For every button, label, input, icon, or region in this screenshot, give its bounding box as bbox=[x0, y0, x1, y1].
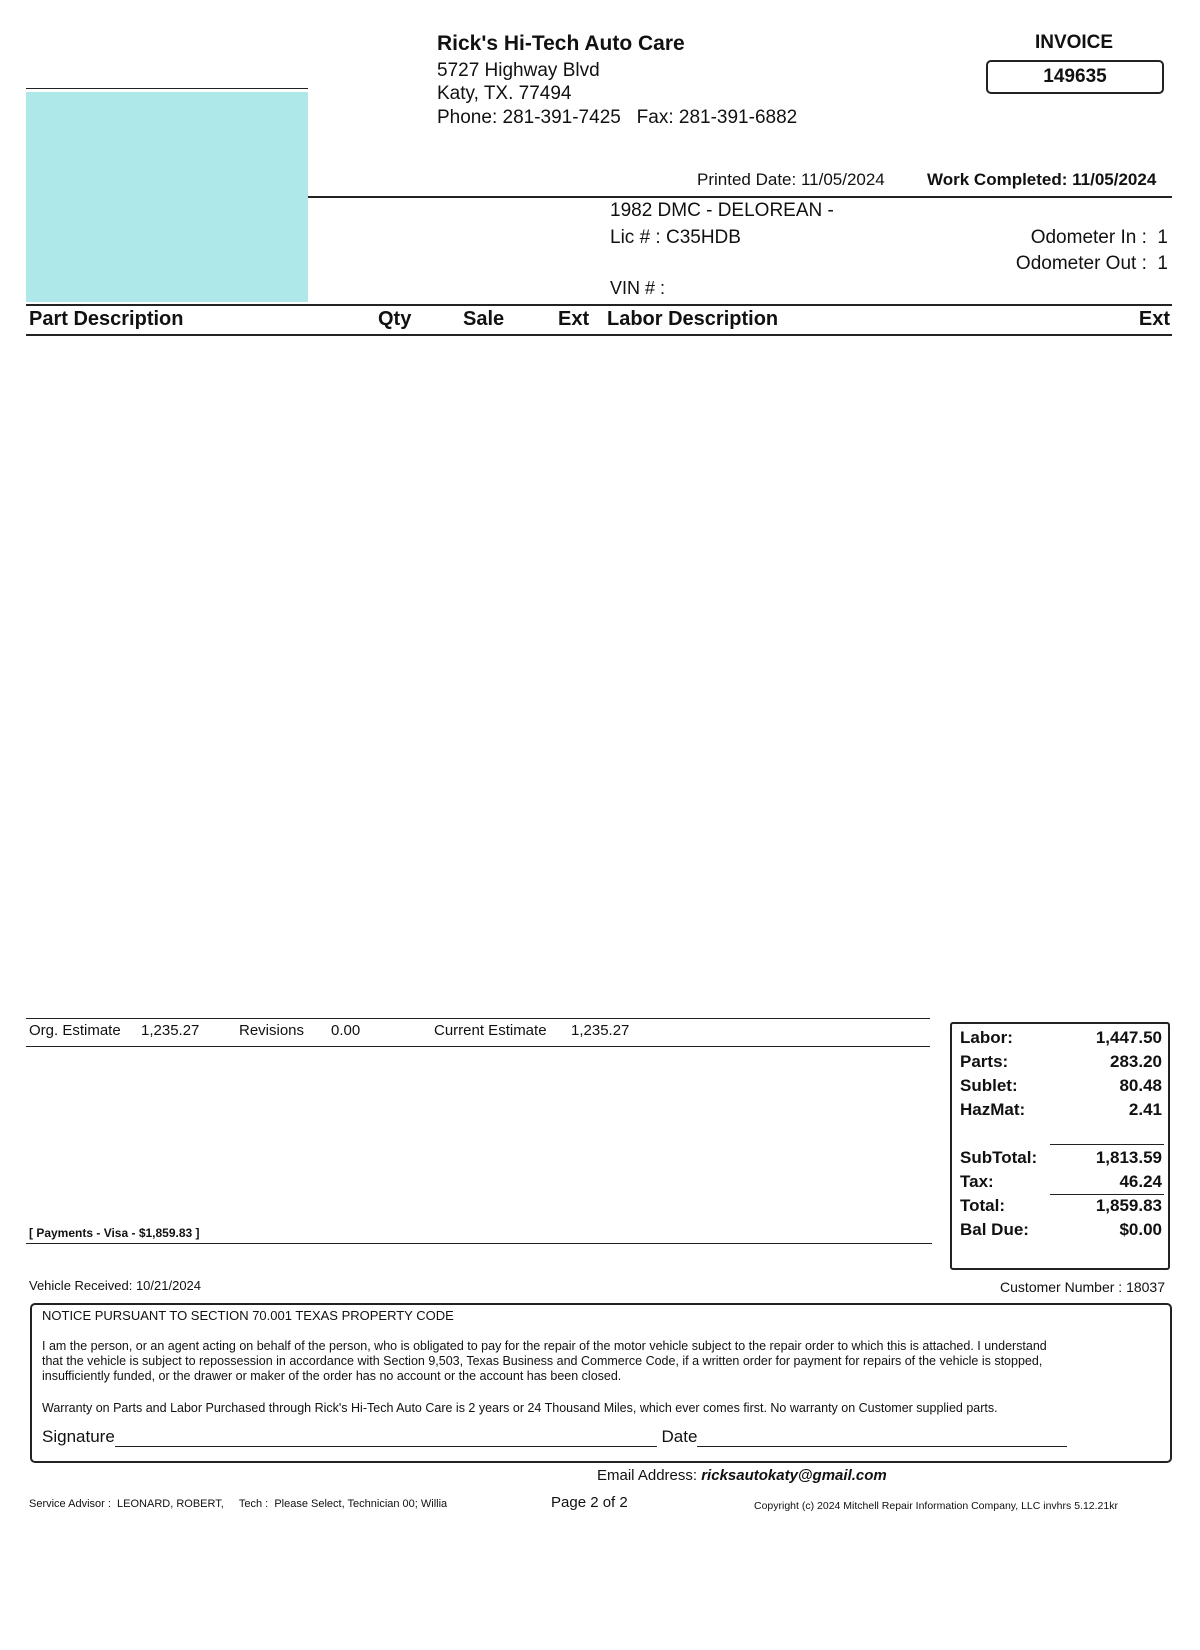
sublet-total-label: Sublet: bbox=[960, 1076, 1018, 1095]
tax-label: Tax: bbox=[960, 1172, 994, 1191]
parts-total-value: 283.20 bbox=[1110, 1052, 1162, 1071]
col-labor-description: Labor Description bbox=[607, 308, 779, 330]
subtotal-label: SubTotal: bbox=[960, 1148, 1038, 1167]
divider bbox=[1050, 1144, 1164, 1145]
revisions-value: 0.00 bbox=[331, 1022, 361, 1039]
legal-notice-box bbox=[30, 1303, 1172, 1463]
signature-label: Signature bbox=[42, 1427, 115, 1446]
current-estimate-label: Current Estimate bbox=[434, 1022, 547, 1039]
work-completed-date: Work Completed: 11/05/2024 bbox=[927, 170, 1157, 189]
org-estimate-label: Org. Estimate bbox=[29, 1022, 121, 1039]
sublet-total-value: 80.48 bbox=[1119, 1076, 1162, 1095]
divider bbox=[308, 196, 1172, 198]
vehicle-description: 1982 DMC - DELOREAN - bbox=[610, 200, 834, 221]
balance-due-label: Bal Due: bbox=[960, 1220, 1029, 1239]
divider bbox=[26, 1018, 930, 1019]
divider bbox=[26, 304, 1172, 306]
invoice-label: INVOICE bbox=[1034, 32, 1114, 53]
date-label: Date bbox=[661, 1427, 698, 1446]
page-number: Page 2 of 2 bbox=[551, 1494, 628, 1511]
payments-summary: [ Payments - Visa - $1,859.83 ] bbox=[29, 1226, 200, 1240]
labor-total-value: 1,447.50 bbox=[1095, 1028, 1162, 1047]
redacted-customer-info bbox=[26, 92, 308, 302]
shop-name: Rick's Hi-Tech Auto Care bbox=[437, 32, 685, 55]
signature-line bbox=[115, 1430, 657, 1447]
col-sale: Sale bbox=[463, 308, 505, 330]
invoice-number: 149635 bbox=[986, 60, 1164, 94]
hazmat-total-value: 2.41 bbox=[1128, 1100, 1162, 1119]
warranty-text: Warranty on Parts and Labor Purchased through Rick's Hi-Tech Auto Care is 2 years or 24 Thousand Miles, which ever comes first. No warranty on Customer supplied parts. bbox=[42, 1401, 998, 1415]
shop-address-line2: Katy, TX. 77494 bbox=[437, 83, 572, 104]
total-label: Total: bbox=[960, 1196, 1006, 1215]
license-number: Lic # : C35HDB bbox=[610, 227, 741, 248]
hazmat-total-label: HazMat: bbox=[960, 1100, 1026, 1119]
divider bbox=[26, 334, 1172, 336]
notice-text-line3: insufficiently funded, or the drawer or maker of the order has no account or the account has been closed. bbox=[42, 1369, 622, 1383]
shop-phone-fax: Phone: 281-391-7425 Fax: 281-391-6882 bbox=[437, 107, 798, 128]
email-row bbox=[597, 1467, 887, 1484]
odometer-in: Odometer In : 1 bbox=[1030, 227, 1168, 248]
tax-value: 46.24 bbox=[1119, 1172, 1162, 1191]
copyright: Copyright (c) 2024 Mitchell Repair Information Company, LLC invhrs 5.12.21kr bbox=[754, 1500, 1118, 1512]
total-value: 1,859.83 bbox=[1095, 1196, 1162, 1215]
vehicle-received-date: Vehicle Received: 10/21/2024 bbox=[29, 1278, 202, 1293]
divider bbox=[1050, 1194, 1164, 1195]
subtotal-value: 1,813.59 bbox=[1095, 1148, 1162, 1167]
divider bbox=[26, 88, 308, 89]
col-qty: Qty bbox=[378, 308, 412, 330]
revisions-label: Revisions bbox=[239, 1022, 305, 1039]
parts-total-label: Parts: bbox=[960, 1052, 1009, 1071]
notice-text-line1: I am the person, or an agent acting on behalf of the person, who is obligated to pay for the repair of the motor vehicle subject to the repair order to which this is attached. I understand bbox=[42, 1339, 1047, 1353]
customer-number: Customer Number : 18037 bbox=[1000, 1279, 1165, 1295]
shop-address-line1: 5727 Highway Blvd bbox=[437, 60, 600, 81]
col-labor-ext: Ext bbox=[1138, 308, 1170, 330]
divider bbox=[26, 1046, 930, 1047]
email-label: Email Address: bbox=[597, 1467, 698, 1484]
service-advisor: Service Advisor : LEONARD, ROBERT, Tech : Please Select, Technician 00; Willia bbox=[29, 1498, 448, 1510]
divider bbox=[26, 1243, 932, 1244]
current-estimate-value: 1,235.27 bbox=[571, 1022, 630, 1039]
totals-box bbox=[950, 1022, 1170, 1270]
balance-due-value: $0.00 bbox=[1119, 1220, 1162, 1239]
vin-number: VIN # : bbox=[610, 278, 666, 298]
labor-total-label: Labor: bbox=[960, 1028, 1013, 1047]
col-ext: Ext bbox=[558, 308, 590, 330]
printed-date: Printed Date: 11/05/2024 bbox=[697, 170, 885, 189]
email-address: ricksautokaty@gmail.com bbox=[701, 1467, 887, 1484]
signature-row bbox=[42, 1427, 1067, 1447]
col-part-description: Part Description bbox=[29, 308, 184, 330]
notice-text-line2: that the vehicle is subject to repossession in accordance with Section 9,503, Texas Business and Commerce Code, if a written order for payment for repairs of the vehicle is stopped, bbox=[42, 1354, 1043, 1368]
org-estimate-value: 1,235.27 bbox=[141, 1022, 200, 1039]
notice-heading: NOTICE PURSUANT TO SECTION 70.001 TEXAS PROPERTY CODE bbox=[42, 1308, 454, 1323]
date-line bbox=[697, 1430, 1067, 1447]
odometer-out: Odometer Out : 1 bbox=[1015, 253, 1168, 274]
